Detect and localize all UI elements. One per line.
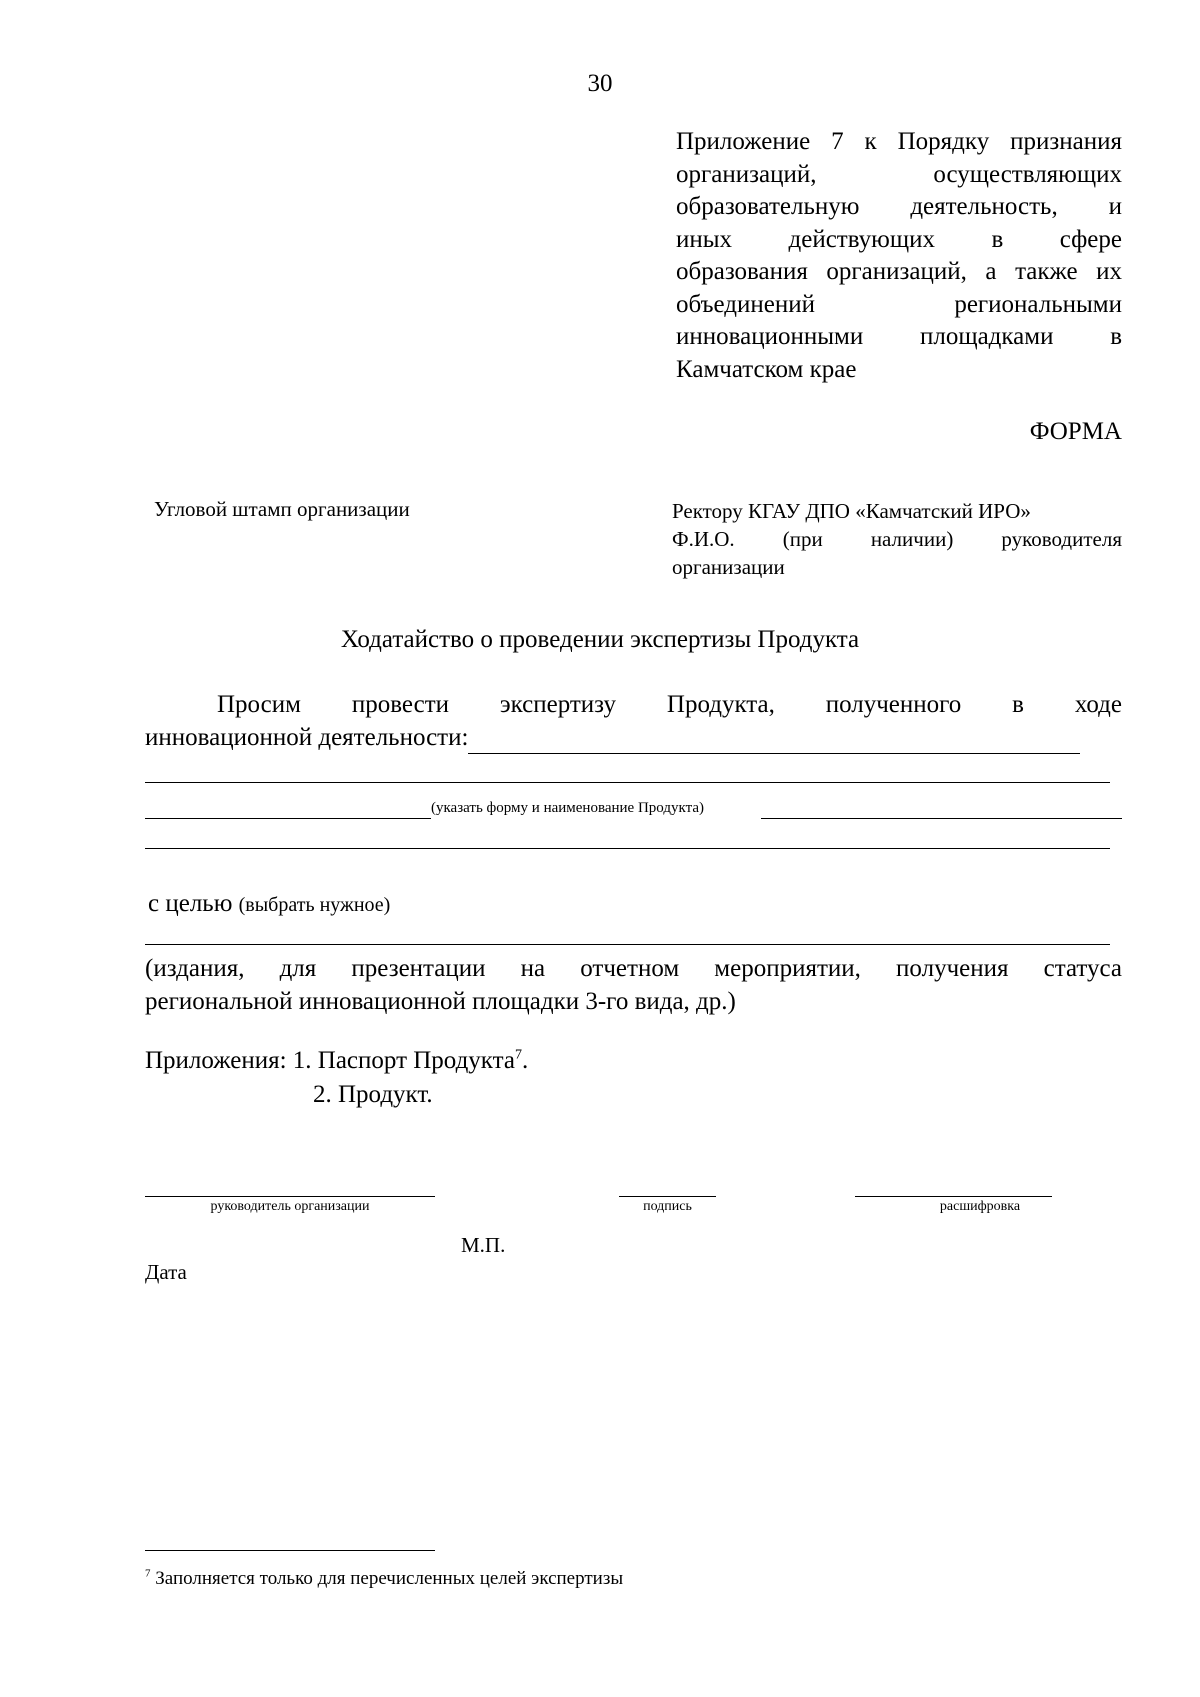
purpose-label bbox=[148, 890, 390, 918]
footnote-ref: 7 bbox=[514, 1047, 522, 1063]
attachments bbox=[145, 1047, 528, 1075]
purpose-options bbox=[145, 952, 1122, 1018]
signature-head-caption: руководитель организации bbox=[210, 1199, 370, 1214]
footnote-text: Заполняется только для перечисленных целей экспертизы bbox=[155, 1568, 624, 1589]
request-line: инновационной деятельности: bbox=[145, 724, 469, 751]
product-hint-row bbox=[145, 800, 1122, 820]
appendix-line: Камчатском крае bbox=[676, 355, 857, 383]
footnote-separator bbox=[145, 1550, 435, 1551]
page-number: 30 bbox=[587, 70, 613, 97]
product-blank-line[interactable] bbox=[761, 818, 1122, 819]
appendix-line: Приложение 7 к Порядку признания bbox=[676, 128, 1122, 155]
corner-stamp-label: Угловой штамп организации bbox=[154, 497, 410, 521]
footnote-number: 7 bbox=[145, 1567, 151, 1580]
addressee-line: организации bbox=[672, 555, 785, 579]
date-label: Дата bbox=[145, 1260, 187, 1284]
appendix-line: организаций, осуществляющих bbox=[676, 160, 1122, 188]
addressee-block bbox=[672, 497, 1122, 581]
footnote bbox=[145, 1568, 623, 1590]
appendix-line: иных действующих в сфере bbox=[676, 225, 1122, 253]
signature-line[interactable] bbox=[619, 1196, 716, 1197]
signature-decode-line[interactable] bbox=[855, 1196, 1052, 1197]
options-line: (издания, для презентации на отчетном мероприятии, получения статуса bbox=[145, 955, 1122, 982]
options-line: региональной инновационной площадки 3-го вида, др.) bbox=[145, 988, 736, 1015]
signature-decode-caption: расшифровка bbox=[939, 1199, 1021, 1214]
attachment-item: 2. Продукт. bbox=[313, 1081, 433, 1108]
attachment-item-end: . bbox=[521, 1047, 529, 1074]
document-title: Ходатайство о проведении экспертизы Продукта bbox=[340, 626, 860, 653]
addressee-line: Ф.И.О. (при наличии) руководителя bbox=[672, 527, 1122, 551]
product-blank-line[interactable] bbox=[468, 729, 1080, 754]
appendix-reference bbox=[676, 126, 1122, 386]
purpose-blank-line[interactable] bbox=[145, 944, 1110, 945]
product-blank-line[interactable] bbox=[145, 818, 431, 819]
purpose-text: с целью bbox=[148, 890, 233, 917]
product-hint: (указать форму и наименование Продукта) bbox=[431, 800, 704, 816]
product-blank-line[interactable] bbox=[145, 848, 1110, 849]
attachments-label: Приложения: bbox=[145, 1047, 287, 1074]
request-line: Просим провести экспертизу Продукта, полученного в ходе bbox=[217, 691, 1122, 718]
request-paragraph bbox=[145, 688, 1122, 754]
signature-head-line[interactable] bbox=[145, 1196, 435, 1197]
product-blank-line[interactable] bbox=[145, 782, 1110, 783]
appendix-line: образования организаций, а также их bbox=[676, 258, 1122, 285]
signature-caption: подпись bbox=[643, 1199, 692, 1214]
appendix-line: образовательную деятельность, и bbox=[676, 193, 1122, 220]
appendix-line: объединений региональными bbox=[676, 290, 1122, 318]
form-label: ФОРМА bbox=[1029, 418, 1122, 445]
appendix-line: инновационными площадками в bbox=[676, 323, 1122, 350]
stamp-place: М.П. bbox=[461, 1233, 506, 1257]
purpose-hint: (выбрать нужное) bbox=[238, 894, 391, 916]
attachment-item: 1. Паспорт Продукта bbox=[292, 1047, 515, 1074]
addressee-line: Ректору КГАУ ДПО «Камчатский ИРО» bbox=[672, 499, 1031, 523]
